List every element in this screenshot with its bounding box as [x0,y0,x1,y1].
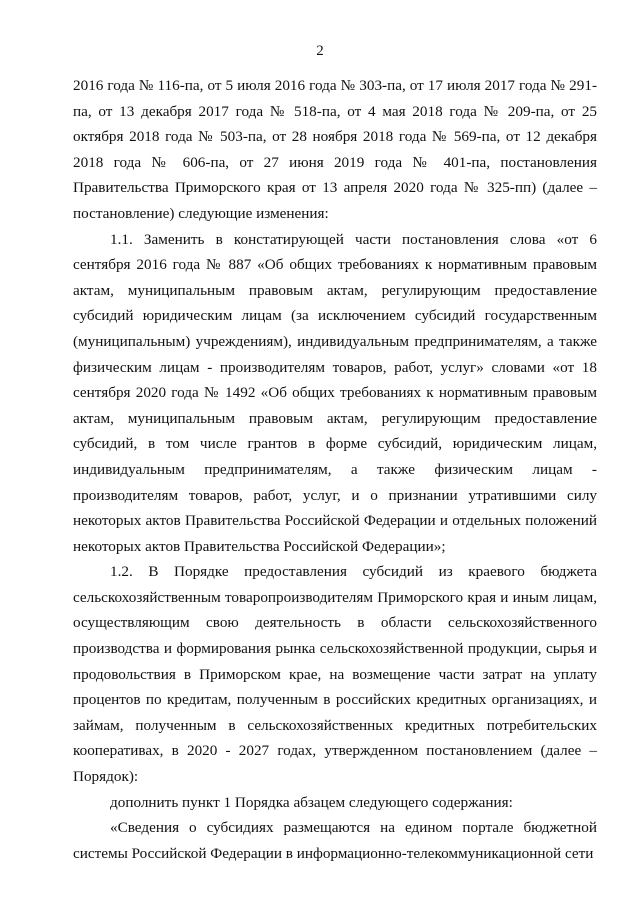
paragraph-quoted-text: «Сведения о субсидиях размещаются на едином портале бюджетной системы Российской Федерации в информационно-телекоммуникационной сети [73,819,597,862]
paragraph-item-1-1: 1.1. Заменить в констатирующей части постановления слова «от 6 сентября 2016 года № 887 «Об общих требованиях к нормативным правовым актам, муниципальным правовым актам, регулирующим предоставление субсидий юридическим лицам (за исключением субсидий государственным (муниципальным) учреждениям), индивидуальным предпринимателям, а также физическим лицам - производителям товаров, работ, услуг» словами «от 18 сентября 2020 года № 1492 «Об общих требованиях к нормативным правовым актам, муниципальным правовым актам, регулирующим предоставление субсидий, в том числе грантов в форме субсидий, юридическим лицам, индивидуальным предпринимателям, а также физическим лицам - производителям товаров, работ, услуг, и о признании утратившими силу некоторых актов Правительства Российской Федерации и отдельных положений некоторых актов Правительства Российской Федерации»; [73,230,597,555]
paragraph-item-1-2: 1.2. В Порядке предоставления субсидий из краевого бюджета сельскохозяйственным товаропроизводителям Приморского края и иным лицам, осуществляющим свою деятельность в области сельскохозяйственного производства и формирования рынка сельскохозяйственной продукции, сырья и продовольствия в Приморском крае, на возмещение части затрат на уплату процентов по кредитам, полученным в российских кредитных организациях, и займам, полученным в сельскохозяйственных кредитных потребительских кооперативах, в 2020 - 2027 годах, утвержденном постановлением (далее – Порядок): [73,563,597,786]
document-body [73,73,597,866]
paragraph-supplement-point-1: дополнить пункт 1 Порядка абзацем следующего содержания: [110,793,513,811]
paragraph-intro-continuation: 2016 года № 116-па, от 5 июля 2016 года № 303-па, от 17 июля 2017 года № 291-па, от 13 декабря 2017 года № 518-па, от 4 мая 2018 года № 209-па, от 25 октября 2018 года № 503-па, от 28 ноября 2018 года № 569-па, от 12 декабря 2018 года № 606-па, от 27 июня 2019 года № 401-па, постановления Правительства Приморского края от 13 апреля 2020 года № 325-пп) (далее – постановление) следующие изменения: [73,77,597,222]
page-number: 2 [316,43,324,59]
